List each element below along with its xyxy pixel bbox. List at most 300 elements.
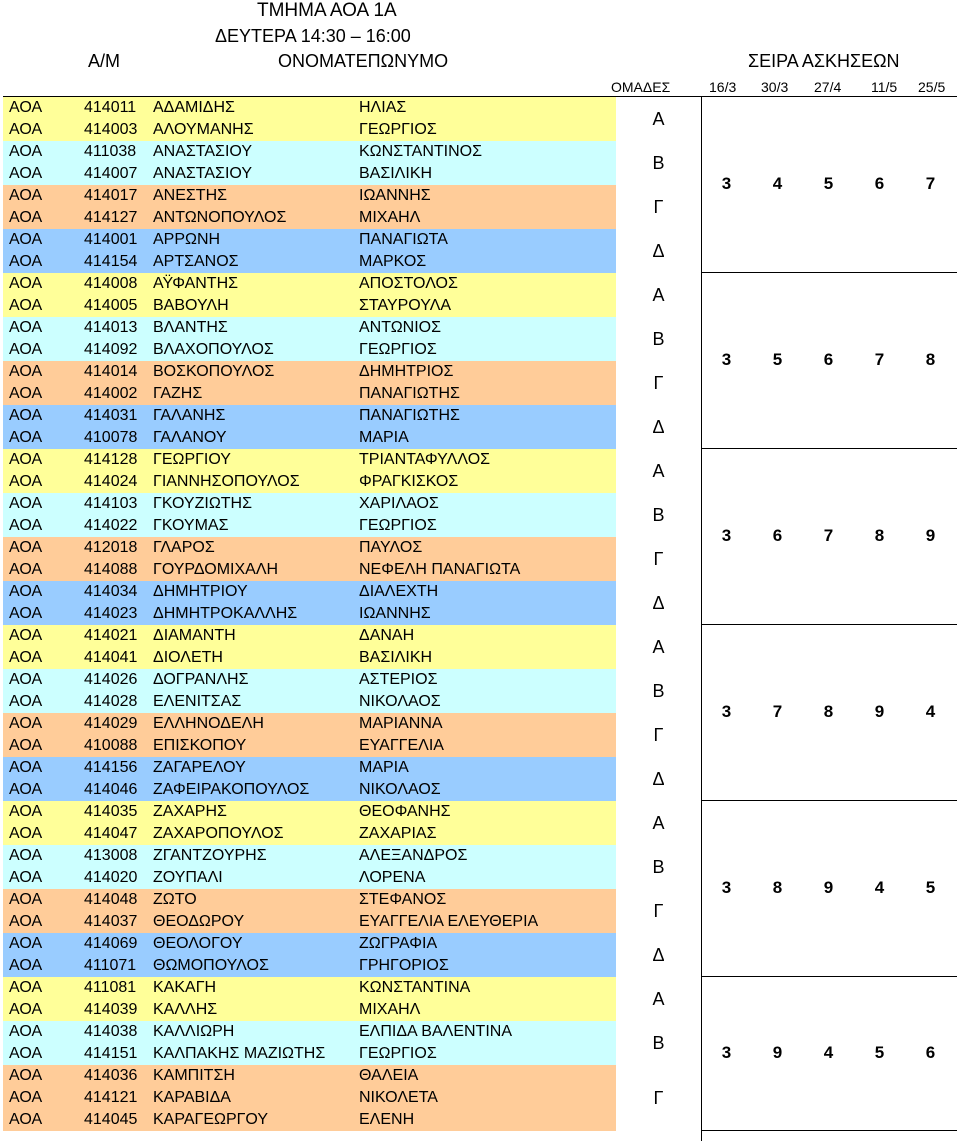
firstname-cell: ΝΙΚΟΛΑΟΣ [359,693,441,710]
group-letter: Α [652,988,665,1009]
am-cell: 414154 [84,253,138,270]
am-cell: 410078 [84,429,138,446]
dept-cell: ΑΟΑ [9,715,43,732]
am-cell: 414103 [84,495,138,512]
table-row [3,691,616,713]
firstname-cell: ΗΛΙΑΣ [359,99,407,116]
group-letter: Β [652,328,665,349]
group-letter: Β [652,680,665,701]
firstname-cell: ΙΩΑΝΝΗΣ [359,187,431,204]
surname-cell: ΖΑΧΑΡΗΣ [153,803,227,820]
series-block [701,97,957,273]
table-row [3,141,616,163]
table-row [3,911,616,933]
dept-cell: ΑΟΑ [9,869,43,886]
surname-cell: ΕΛΛΗΝΟΔΕΛΗ [153,715,264,732]
group-letter: Γ [653,900,664,921]
dept-cell: ΑΟΑ [9,1001,43,1018]
am-cell: 414069 [84,935,138,952]
firstname-cell: ΓΕΩΡΓΙΟΣ [359,121,437,138]
dept-cell: ΑΟΑ [9,605,43,622]
am-cell: 414151 [84,1045,138,1062]
group-letter: Α [652,460,665,481]
firstname-cell: ΘΑΛΕΙΑ [359,1067,419,1084]
table-row [3,229,616,251]
series-value: 5 [925,878,936,897]
table-row [3,757,616,779]
am-cell: 414092 [84,341,138,358]
surname-cell: ΚΑΛΛΙΩΡΗ [153,1023,235,1040]
dept-cell: ΑΟΑ [9,473,43,490]
series-value: 6 [772,526,783,545]
table-row [3,273,616,295]
table-row [3,603,616,625]
firstname-cell: ΣΤΕΦΑΝΟΣ [359,891,447,908]
table-row [3,735,616,757]
surname-cell: ΓΕΩΡΓΙΟΥ [153,451,231,468]
series-value: 5 [772,350,783,369]
dept-cell: ΑΟΑ [9,1023,43,1040]
am-cell: 414036 [84,1067,138,1084]
firstname-cell: ΙΩΑΝΝΗΣ [359,605,431,622]
am-cell: 414041 [84,649,138,666]
surname-cell: ΔΙΟΛΕΤΗ [153,649,223,666]
surname-cell: ΑΝΑΣΤΑΣΙΟΥ [153,165,252,182]
dept-cell: ΑΟΑ [9,803,43,820]
am-cell: 414128 [84,451,138,468]
dept-cell: ΑΟΑ [9,1111,43,1128]
am-cell: 414017 [84,187,138,204]
surname-cell: ΑΡΡΩΝΗ [153,231,221,248]
group-letter: Δ [652,416,665,437]
surname-cell: ΑΝΤΩΝΟΠΟΥΛΟΣ [153,209,287,226]
series-value: 6 [925,1043,936,1062]
dept-cell: ΑΟΑ [9,847,43,864]
dept-cell: ΑΟΑ [9,825,43,842]
am-cell: 414048 [84,891,138,908]
surname-cell: ΚΑΛΠΑΚΗΣ ΜΑΖΙΩΤΗΣ [153,1045,326,1062]
group-letter: Β [652,504,665,525]
surname-cell: ΔΙΑΜΑΝΤΗ [153,627,236,644]
surname-cell: ΖΑΓΑΡΕΛΟΥ [153,759,246,776]
group-letter: Β [652,1032,665,1053]
dept-cell: ΑΟΑ [9,165,43,182]
series-block [701,801,957,977]
am-cell: 414011 [84,99,137,116]
table-row [3,647,616,669]
surname-cell: ΖΟΥΠΑΛΙ [153,869,223,886]
table-row [3,801,616,823]
group-letter: Α [652,636,665,657]
table-row [3,1043,616,1065]
dept-cell: ΑΟΑ [9,649,43,666]
firstname-cell: ΖΩΓΡΑΦΙΑ [359,935,438,952]
am-cell: 414127 [84,209,138,226]
surname-cell: ΘΕΟΔΩΡΟΥ [153,913,245,930]
table-row [3,823,616,845]
dept-cell: ΑΟΑ [9,429,43,446]
series-divider [701,97,702,1141]
surname-cell: ΖΑΦΕΙΡΑΚΟΠΟΥΛΟΣ [153,781,310,798]
firstname-cell: ΖΑΧΑΡΙΑΣ [359,825,437,842]
firstname-cell: ΓΕΩΡΓΙΟΣ [359,341,437,358]
am-cell: 414031 [84,407,138,424]
table-row [3,493,616,515]
table-row [3,471,616,493]
firstname-cell: ΕΥΑΓΓΕΛΙΑ [359,737,444,754]
am-cell: 414024 [84,473,138,490]
table-row [3,163,616,185]
surname-cell: ΚΑΚΑΓΗ [153,979,217,996]
group-letter: Δ [652,240,665,261]
surname-cell: ΒΟΣΚΟΠΟΥΛΟΣ [153,363,275,380]
surname-cell: ΑΝΕΣΤΗΣ [153,187,228,204]
table-row [3,669,616,691]
am-cell: 414021 [84,627,138,644]
firstname-cell: ΠΑΥΛΟΣ [359,539,423,556]
table-row [3,889,616,911]
dept-cell: ΑΟΑ [9,319,43,336]
group-letter: Α [652,284,665,305]
series-value: 4 [823,1043,834,1062]
dept-cell: ΑΟΑ [9,539,43,556]
surname-cell: ΑΫΦΑΝΤΗΣ [153,275,239,292]
series-value: 9 [874,702,885,721]
am-cell: 414035 [84,803,138,820]
schedule-label: ΔΕΥΤΕΡΑ 14:30 – 16:00 [215,26,411,46]
surname-cell: ΘΕΟΛΟΓΟΥ [153,935,243,952]
series-value: 4 [925,702,936,721]
date-header: 11/5 [871,79,898,95]
table-row [3,207,616,229]
series-value: 3 [721,702,732,721]
am-cell: 411081 [84,979,137,996]
series-value: 9 [925,526,936,545]
series-value: 9 [823,878,834,897]
group-letter: Α [652,812,665,833]
series-value: 7 [925,174,936,193]
am-cell: 414046 [84,781,138,798]
series-header: ΣΕΙΡΑ ΑΣΚΗΣΕΩΝ [748,51,900,71]
surname-cell: ΓΛΑΡΟΣ [153,539,215,556]
dept-cell: ΑΟΑ [9,209,43,226]
group-letter: Δ [652,944,665,965]
firstname-cell: ΜΑΡΙΑ [359,759,409,776]
groups-column [616,97,701,1131]
firstname-cell: ΑΣΤΕΡΙΟΣ [359,671,438,688]
firstname-cell: ΔΗΜΗΤΡΙΟΣ [359,363,454,380]
series-column [701,97,957,1131]
firstname-cell: ΑΛΕΞΑΝΔΡΟΣ [359,847,468,864]
firstname-cell: ΝΙΚΟΛΑΟΣ [359,781,441,798]
series-value: 5 [823,174,834,193]
am-cell: 414047 [84,825,138,842]
series-value: 3 [721,526,732,545]
series-block [701,625,957,801]
surname-cell: ΕΠΙΣΚΟΠΟΥ [153,737,247,754]
dept-cell: ΑΟΑ [9,891,43,908]
dept-cell: ΑΟΑ [9,759,43,776]
dept-cell: ΑΟΑ [9,693,43,710]
table-row [3,779,616,801]
dept-cell: ΑΟΑ [9,957,43,974]
dept-cell: ΑΟΑ [9,187,43,204]
firstname-cell: ΑΠΟΣΤΟΛΟΣ [359,275,458,292]
am-cell: 414007 [84,165,138,182]
dept-cell: ΑΟΑ [9,231,43,248]
series-block [701,977,957,1131]
series-value: 6 [823,350,834,369]
dept-cell: ΑΟΑ [9,99,43,116]
series-value: 8 [874,526,885,545]
am-cell: 414008 [84,275,138,292]
am-cell: 414028 [84,693,138,710]
dept-cell: ΑΟΑ [9,583,43,600]
firstname-cell: ΜΑΡΚΟΣ [359,253,427,270]
am-cell: 412018 [84,539,138,556]
dept-cell: ΑΟΑ [9,143,43,160]
table-row [3,515,616,537]
am-cell: 414022 [84,517,138,534]
group-letter: Γ [653,724,664,745]
firstname-cell: ΛΟΡΕΝΑ [359,869,426,886]
dept-cell: ΑΟΑ [9,671,43,688]
am-cell: 411038 [84,143,137,160]
table-row [3,867,616,889]
firstname-cell: ΧΑΡΙΛΑΟΣ [359,495,439,512]
surname-cell: ΓΙΑΝΝΗΣΟΠΟΥΛΟΣ [153,473,300,490]
dept-cell: ΑΟΑ [9,495,43,512]
firstname-cell: ΘΕΟΦΑΝΗΣ [359,803,451,820]
am-cell: 414013 [84,319,138,336]
student-table [3,97,616,1131]
surname-cell: ΚΑΛΛΗΣ [153,1001,218,1018]
surname-cell: ΚΑΡΑΓΕΩΡΓΟΥ [153,1111,269,1128]
date-header: 25/5 [918,79,946,95]
page-title: ΤΜΗΜΑ ΑΟΑ 1Α [257,0,397,21]
date-header: 16/3 [709,79,737,95]
firstname-cell: ΕΛΠΙΔΑ ΒΑΛΕΝΤΙΝΑ [359,1023,512,1040]
surname-cell: ΖΓΑΝΤΖΟΥΡΗΣ [153,847,267,864]
table-row [3,339,616,361]
surname-cell: ΔΗΜΗΤΡΙΟΥ [153,583,248,600]
surname-cell: ΕΛΕΝΙΤΣΑΣ [153,693,242,710]
firstname-cell: ΜΑΡΙΑ [359,429,409,446]
table-row [3,317,616,339]
surname-cell: ΓΚΟΥΜΑΣ [153,517,229,534]
firstname-cell: ΝΙΚΟΛΕΤΑ [359,1089,438,1106]
series-value: 9 [772,1043,783,1062]
table-row [3,427,616,449]
series-value: 6 [874,174,885,193]
table-row [3,383,616,405]
group-letter: Δ [652,592,665,613]
am-cell: 414005 [84,297,138,314]
am-cell: 414034 [84,583,138,600]
surname-cell: ΚΑΡΑΒΙΔΑ [153,1089,231,1106]
dept-cell: ΑΟΑ [9,407,43,424]
dept-cell: ΑΟΑ [9,297,43,314]
series-value: 8 [772,878,783,897]
table-row [3,449,616,471]
series-value: 4 [874,878,885,897]
am-cell: 414020 [84,869,138,886]
table-row [3,845,616,867]
group-letter: Γ [653,372,664,393]
table-row [3,185,616,207]
am-cell: 414014 [84,363,138,380]
group-letter: Β [652,856,665,877]
firstname-cell: ΚΩΝΣΤΑΝΤΙΝΑ [359,979,471,996]
am-cell: 414001 [84,231,138,248]
table-row [3,713,616,735]
surname-cell: ΓΑΛΑΝΗΣ [153,407,226,424]
am-cell: 414038 [84,1023,138,1040]
table-row [3,999,616,1021]
dept-cell: ΑΟΑ [9,913,43,930]
surname-cell: ΑΝΑΣΤΑΣΙΟΥ [153,143,252,160]
series-value: 4 [772,174,783,193]
date-header: 27/4 [814,79,842,95]
firstname-cell: ΓΕΩΡΓΙΟΣ [359,517,437,534]
dept-cell: ΑΟΑ [9,1089,43,1106]
firstname-cell: ΒΑΣΙΛΙΚΗ [359,165,433,182]
dept-cell: ΑΟΑ [9,1045,43,1062]
surname-cell: ΓΑΛΑΝΟΥ [153,429,227,446]
table-row [3,1087,616,1109]
dept-cell: ΑΟΑ [9,781,43,798]
group-letter: Γ [653,1087,664,1108]
surname-cell: ΑΡΤΣΑΝΟΣ [153,253,239,270]
am-cell: 413008 [84,847,138,864]
am-cell: 414002 [84,385,138,402]
table-row [3,955,616,977]
firstname-cell: ΣΤΑΥΡΟΥΛΑ [359,297,452,314]
table-row [3,361,616,383]
surname-cell: ΒΑΒΟΥΛΗ [153,297,229,314]
surname-cell: ΖΩΤΟ [153,891,197,908]
firstname-cell: ΕΛΕΝΗ [359,1111,415,1128]
table-row [3,625,616,647]
firstname-cell: ΠΑΝΑΓΙΩΤΗΣ [359,407,460,424]
table-row [3,1021,616,1043]
am-cell: 410088 [84,737,138,754]
group-letter: Γ [653,548,664,569]
dept-cell: ΑΟΑ [9,253,43,270]
firstname-cell: ΔΙΑΛΕΧΤΗ [359,583,439,600]
am-cell: 414121 [84,1089,138,1106]
firstname-cell: ΚΩΝΣΤΑΝΤΙΝΟΣ [359,143,482,160]
firstname-cell: ΕΥΑΓΓΕΛΙΑ ΕΛΕΥΘΕΡΙΑ [359,913,539,930]
surname-cell: ΓΚΟΥΖΙΩΤΗΣ [153,495,252,512]
group-letter: Β [652,152,665,173]
am-cell: 414045 [84,1111,138,1128]
firstname-cell: ΠΑΝΑΓΙΩΤΗΣ [359,385,460,402]
surname-cell: ΚΑΜΠΙΤΣΗ [153,1067,235,1084]
series-block [701,273,957,449]
dept-cell: ΑΟΑ [9,935,43,952]
table-row [3,295,616,317]
table-row [3,251,616,273]
firstname-cell: ΑΝΤΩΝΙΟΣ [359,319,442,336]
surname-cell: ΑΔΑΜΙΔΗΣ [153,99,235,116]
table-row [3,581,616,603]
series-value: 7 [772,702,783,721]
table-row [3,933,616,955]
am-cell: 414088 [84,561,138,578]
surname-cell: ΒΛΑΝΤΗΣ [153,319,228,336]
surname-cell: ΔΟΓΡΑΝΛΗΣ [153,671,249,688]
surname-cell: ΔΗΜΗΤΡΟΚΑΛΛΗΣ [153,605,298,622]
dept-cell: ΑΟΑ [9,451,43,468]
dept-cell: ΑΟΑ [9,561,43,578]
series-value: 7 [823,526,834,545]
surname-cell: ΘΩΜΟΠΟΥΛΟΣ [153,957,269,974]
dept-cell: ΑΟΑ [9,275,43,292]
dept-cell: ΑΟΑ [9,517,43,534]
am-cell: 414037 [84,913,138,930]
group-letter: Α [652,108,665,129]
firstname-cell: ΦΡΑΓΚΙΣΚΟΣ [359,473,459,490]
table-row [3,1109,616,1131]
firstname-cell: ΓΕΩΡΓΙΟΣ [359,1045,437,1062]
table-row [3,1065,616,1087]
am-cell: 414023 [84,605,138,622]
am-cell: 414156 [84,759,138,776]
firstname-cell: ΜΙΧΑΗΛ [359,1001,421,1018]
am-cell: 414039 [84,1001,138,1018]
firstname-cell: ΜΑΡΙΑΝΝΑ [359,715,443,732]
firstname-cell: ΓΡΗΓΟΡΙΟΣ [359,957,449,974]
am-cell: 414003 [84,121,138,138]
series-value: 3 [721,878,732,897]
date-header: 30/3 [761,79,789,95]
series-value: 3 [721,350,732,369]
surname-cell: ΓΟΥΡΔΟΜΙΧΑΛΗ [153,561,279,578]
am-cell: 414026 [84,671,138,688]
series-value: 8 [925,350,936,369]
dept-cell: ΑΟΑ [9,627,43,644]
series-value: 3 [721,174,732,193]
firstname-cell: ΒΑΣΙΛΙΚΗ [359,649,433,666]
table-row [3,977,616,999]
groups-column-header: ΟΜΑΔΕΣ [611,79,671,95]
series-value: 7 [874,350,885,369]
series-value: 5 [874,1043,885,1062]
table-row [3,97,616,119]
table-row [3,119,616,141]
firstname-cell: ΜΙΧΑΗΛ [359,209,421,226]
dept-cell: ΑΟΑ [9,737,43,754]
surname-cell: ΓΑΖΗΣ [153,385,203,402]
series-block [701,449,957,625]
surname-cell: ΖΑΧΑΡΟΠΟΥΛΟΣ [153,825,284,842]
series-value: 8 [823,702,834,721]
table-row [3,537,616,559]
names-column-header: ΟΝΟΜΑΤΕΠΩΝΥΜΟ [278,51,449,71]
am-column-header: Α/Μ [88,51,121,71]
firstname-cell: ΝΕΦΕΛΗ ΠΑΝΑΓΙΩΤΑ [359,561,521,578]
series-value: 3 [721,1043,732,1062]
am-cell: 414029 [84,715,138,732]
firstname-cell: ΔΑΝΑΗ [359,627,415,644]
surname-cell: ΒΛΑΧΟΠΟΥΛΟΣ [153,341,274,358]
firstname-cell: ΠΑΝΑΓΙΩΤΑ [359,231,448,248]
group-letter: Δ [652,768,665,789]
am-cell: 411071 [84,957,137,974]
surname-cell: ΑΛΟΥΜΑΝΗΣ [153,121,254,138]
dept-cell: ΑΟΑ [9,385,43,402]
